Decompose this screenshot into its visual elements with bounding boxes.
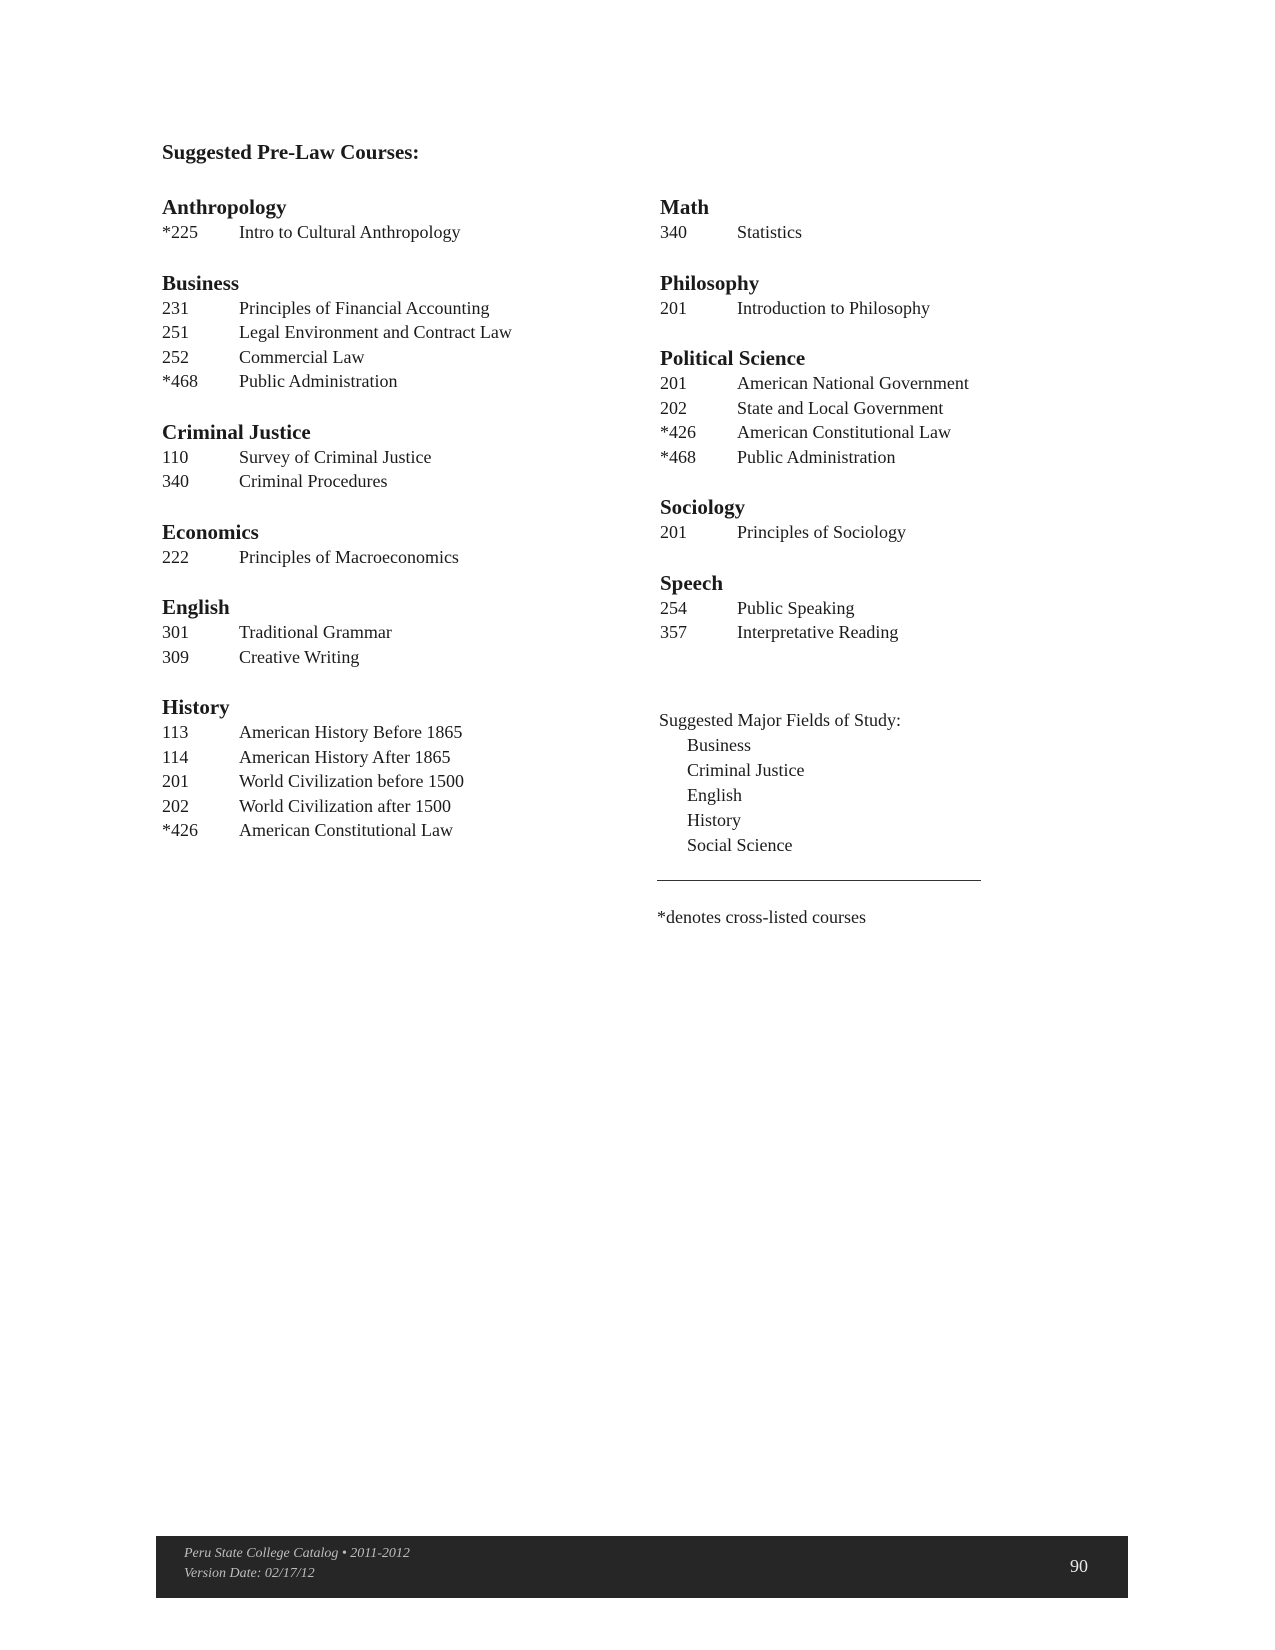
course-section <box>162 419 602 494</box>
course-title: Introduction to Philosophy <box>737 297 930 318</box>
course-number: 113 <box>162 722 189 742</box>
course-number: 201 <box>660 297 687 318</box>
major-field-item: Social Science <box>687 835 793 855</box>
course-row <box>660 620 1100 645</box>
course-section <box>660 270 1100 321</box>
course-row <box>660 396 1100 421</box>
page-title: Suggested Pre-Law Courses: <box>162 140 420 164</box>
course-row <box>162 620 602 645</box>
course-number: *468 <box>162 371 198 391</box>
footer-bar <box>156 1536 1128 1598</box>
course-row <box>660 296 1100 321</box>
section-heading: History <box>162 695 230 719</box>
course-number: 231 <box>162 297 189 318</box>
section-heading: Business <box>162 270 240 295</box>
course-section <box>162 194 602 245</box>
section-heading: Math <box>660 195 709 219</box>
course-number: 309 <box>162 646 189 667</box>
course-title: Statistics <box>737 222 803 242</box>
footnote: *denotes cross-listed courses <box>657 907 866 927</box>
course-number: 340 <box>162 471 189 491</box>
course-row <box>162 445 602 470</box>
course-row <box>162 720 602 745</box>
course-row <box>162 545 602 570</box>
course-number: *225 <box>162 222 198 242</box>
course-row <box>162 469 602 494</box>
course-row <box>162 345 602 370</box>
course-number: 201 <box>660 522 687 542</box>
left-column <box>162 194 602 868</box>
section-heading: Criminal Justice <box>162 419 311 444</box>
course-row <box>660 371 1100 396</box>
course-row <box>660 220 1100 245</box>
course-row <box>162 794 602 819</box>
course-title: World Civilization after 1500 <box>239 795 452 816</box>
major-field-item: Business <box>687 735 752 755</box>
major-field-item: English <box>687 785 743 805</box>
course-title: Criminal Procedures <box>239 471 388 491</box>
course-title: Traditional Grammar <box>239 622 392 642</box>
footer-catalog-title: Peru State College Catalog • 2011-2012 <box>184 1546 410 1561</box>
course-title: Principles of Macroeconomics <box>239 546 459 567</box>
course-row <box>660 420 1100 445</box>
section-heading: English <box>162 595 230 619</box>
section-heading: Political Science <box>660 346 806 370</box>
course-number: 357 <box>660 622 687 642</box>
course-title: Intro to Cultural Anthropology <box>239 222 461 242</box>
course-row <box>660 596 1100 621</box>
section-heading: Sociology <box>660 495 746 519</box>
major-field-item: Criminal Justice <box>687 760 805 780</box>
section-heading: Economics <box>162 519 259 544</box>
course-row <box>162 369 602 394</box>
course-row <box>660 445 1100 470</box>
course-number: 252 <box>162 346 189 367</box>
course-section <box>660 494 1100 545</box>
major-fields-heading: Suggested Major Fields of Study: <box>659 710 901 730</box>
course-title: American Constitutional Law <box>239 820 453 840</box>
course-row <box>660 520 1100 545</box>
section-heading: Anthropology <box>162 195 287 219</box>
course-row <box>162 645 602 670</box>
course-title: Interpretative Reading <box>737 622 899 642</box>
course-number: *468 <box>660 446 696 467</box>
course-section <box>162 519 602 570</box>
course-row <box>162 769 602 794</box>
course-number: 202 <box>660 397 687 418</box>
course-number: 301 <box>162 622 189 642</box>
course-number: *426 <box>660 422 696 442</box>
course-section <box>162 694 602 843</box>
course-title: Creative Writing <box>239 646 360 667</box>
course-title: Public Speaking <box>737 597 855 618</box>
course-title: American National Government <box>737 373 969 393</box>
course-number: 201 <box>660 373 687 393</box>
right-column <box>660 194 1100 670</box>
course-row <box>162 818 602 843</box>
course-title: Legal Environment and Contract Law <box>239 322 512 342</box>
page-number: 90 <box>1070 1556 1088 1576</box>
course-title: American History Before 1865 <box>239 722 463 742</box>
section-heading: Speech <box>660 570 723 595</box>
course-number: 340 <box>660 222 687 242</box>
course-section <box>162 594 602 669</box>
course-section <box>660 345 1100 469</box>
course-row <box>162 220 602 245</box>
course-title: Commercial Law <box>239 346 365 367</box>
course-title: Public Administration <box>737 446 896 467</box>
course-title: Survey of Criminal Justice <box>239 446 432 467</box>
major-field-item: History <box>687 810 741 830</box>
course-section <box>660 570 1100 645</box>
course-section <box>660 194 1100 245</box>
course-title: Public Administration <box>239 371 398 391</box>
course-number: *426 <box>162 820 198 840</box>
course-number: 254 <box>660 597 687 618</box>
course-title: Principles of Financial Accounting <box>239 297 490 318</box>
major-fields <box>659 708 901 858</box>
course-title: American History After 1865 <box>239 746 451 767</box>
course-number: 114 <box>162 746 189 767</box>
course-title: Principles of Sociology <box>737 522 906 542</box>
course-section <box>162 270 602 394</box>
divider <box>657 880 981 881</box>
course-title: State and Local Government <box>737 397 944 418</box>
course-number: 251 <box>162 322 189 342</box>
course-number: 110 <box>162 446 189 467</box>
course-title: World Civilization before 1500 <box>239 771 464 791</box>
footer-version-date: Version Date: 02/17/12 <box>184 1566 315 1581</box>
course-number: 222 <box>162 546 189 567</box>
course-title: American Constitutional Law <box>737 422 951 442</box>
course-row <box>162 296 602 321</box>
course-number: 201 <box>162 771 189 791</box>
section-heading: Philosophy <box>660 270 760 295</box>
course-row <box>162 320 602 345</box>
course-number: 202 <box>162 795 189 816</box>
course-row <box>162 745 602 770</box>
